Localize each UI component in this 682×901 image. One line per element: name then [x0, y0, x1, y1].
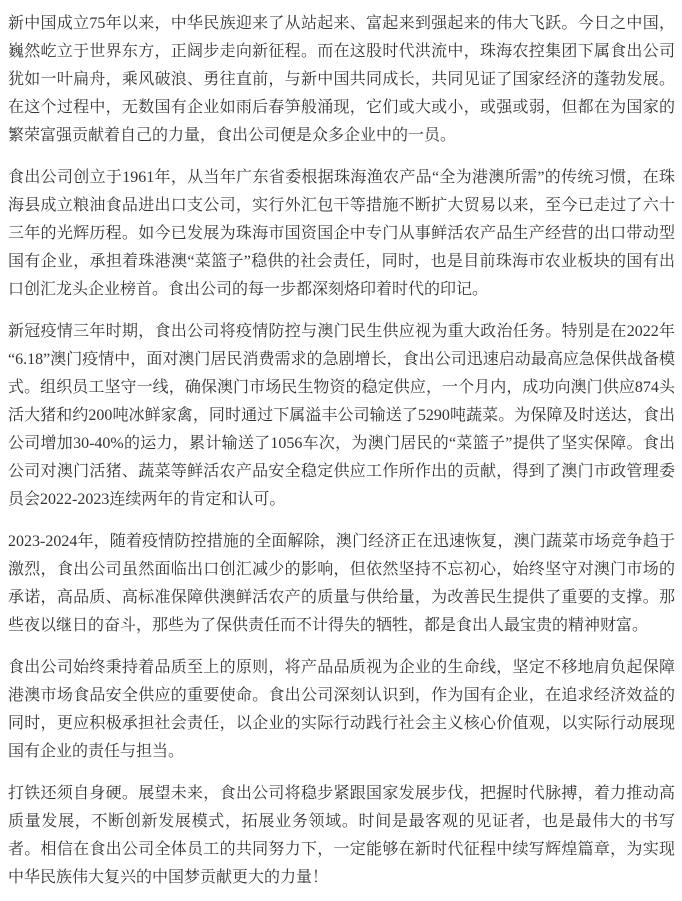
paragraph-pandemic-supply: 新冠疫情三年时期，食出公司将疫情防控与澳门民生供应视为重大政治任务。特别是在2022年“6.18”澳门疫情中，面对澳门居民消费需求的急剧增长，食出公司迅速启动最高应急保供战备模式。组织员工坚守一线，确保澳门市场民生物资的稳定供应，一个月内，成功向澳门供应874头活大猪和约200吨冰鲜家禽，同时通过下属溢丰公司输送了5290吨蔬菜。为保障及时送达，食出公司增加30-40%的运力，累计输送了1056车次，为澳门居民的“菜篮子”提供了坚实保障。食出公司对澳门活猪、蔬菜等鲜活农产品安全稳定供应工作所作出的贡献，得到了澳门市政管理委员会2022-2023连续两年的肯定和认可。: [8, 323, 675, 508]
paragraph-outlook: 打铁还须自身硬。展望未来，食出公司将稳步紧跟国家发展步伐，把握时代脉搏，着力推动高质量发展，不断创新发展模式，拓展业务领域。时间是最客观的见证者，也是最伟大的书写者。相信在食出公司全体员工的共同努力下，一定能够在新时代征程中续写辉煌篇章，为实现中华民族伟大复兴的中国梦贡献更大的力量！: [8, 785, 675, 886]
paragraph-quality-responsibility: 食出公司始终秉持着品质至上的原则，将产品品质视为企业的生命线，坚定不移地肩负起保障港澳市场食品安全供应的重要使命。食出公司深刻认识到，作为国有企业，在追求经济效益的同时，更应积极承担社会责任，以企业的实际行动践行社会主义核心价值观，以实际行动展现国有企业的责任与担当。: [8, 659, 675, 760]
paragraph-recovery: 2023-2024年，随着疫情防控措施的全面解除，澳门经济正在迅速恢复，澳门蔬菜市场竞争趋于激烈，食出公司虽然面临出口创汇减少的影响，但依然坚持不忘初心，始终坚守对澳门市场的承诺，高品质、高标准保障供澳鲜活农产的质量与供给量，为改善民生提供了重要的支撑。那些夜以继日的奋斗，那些为了保供责任而不计得失的牺牲，都是食出人最宝贵的精神财富。: [8, 533, 675, 634]
paragraph-intro: 新中国成立75年以来，中华民族迎来了从站起来、富起来到强起来的伟大飞跃。今日之中国，巍然屹立于世界东方，正阔步走向新征程。而在这股时代洪流中，珠海农控集团下属食出公司犹如一叶扁舟，乘风破浪、勇往直前，与新中国共同成长，共同见证了国家经济的蓬勃发展。在这个过程中，无数国有企业如雨后春笋般涌现，它们或大或小，或强或弱，但都在为国家的繁荣富强贡献着自己的力量，食出公司便是众多企业中的一员。: [8, 15, 675, 144]
paragraph-history: 食出公司创立于1961年，从当年广东省委根据珠海渔农产品“全为港澳所需”的传统习惯，在珠海县成立粮油食品进出口支公司，实行外汇包干等措施不断扩大贸易以来，至今已走过了六十三年的光辉历程。如今已发展为珠海市国资国企中专门从事鲜活农产品生产经营的出口带动型国有企业，承担着珠港澳“菜篮子”稳供的社会责任，同时，也是目前珠海市农业板块的国有出口创汇龙头企业榜首。食出公司的每一步都深刻烙印着时代的印记。: [8, 169, 675, 298]
